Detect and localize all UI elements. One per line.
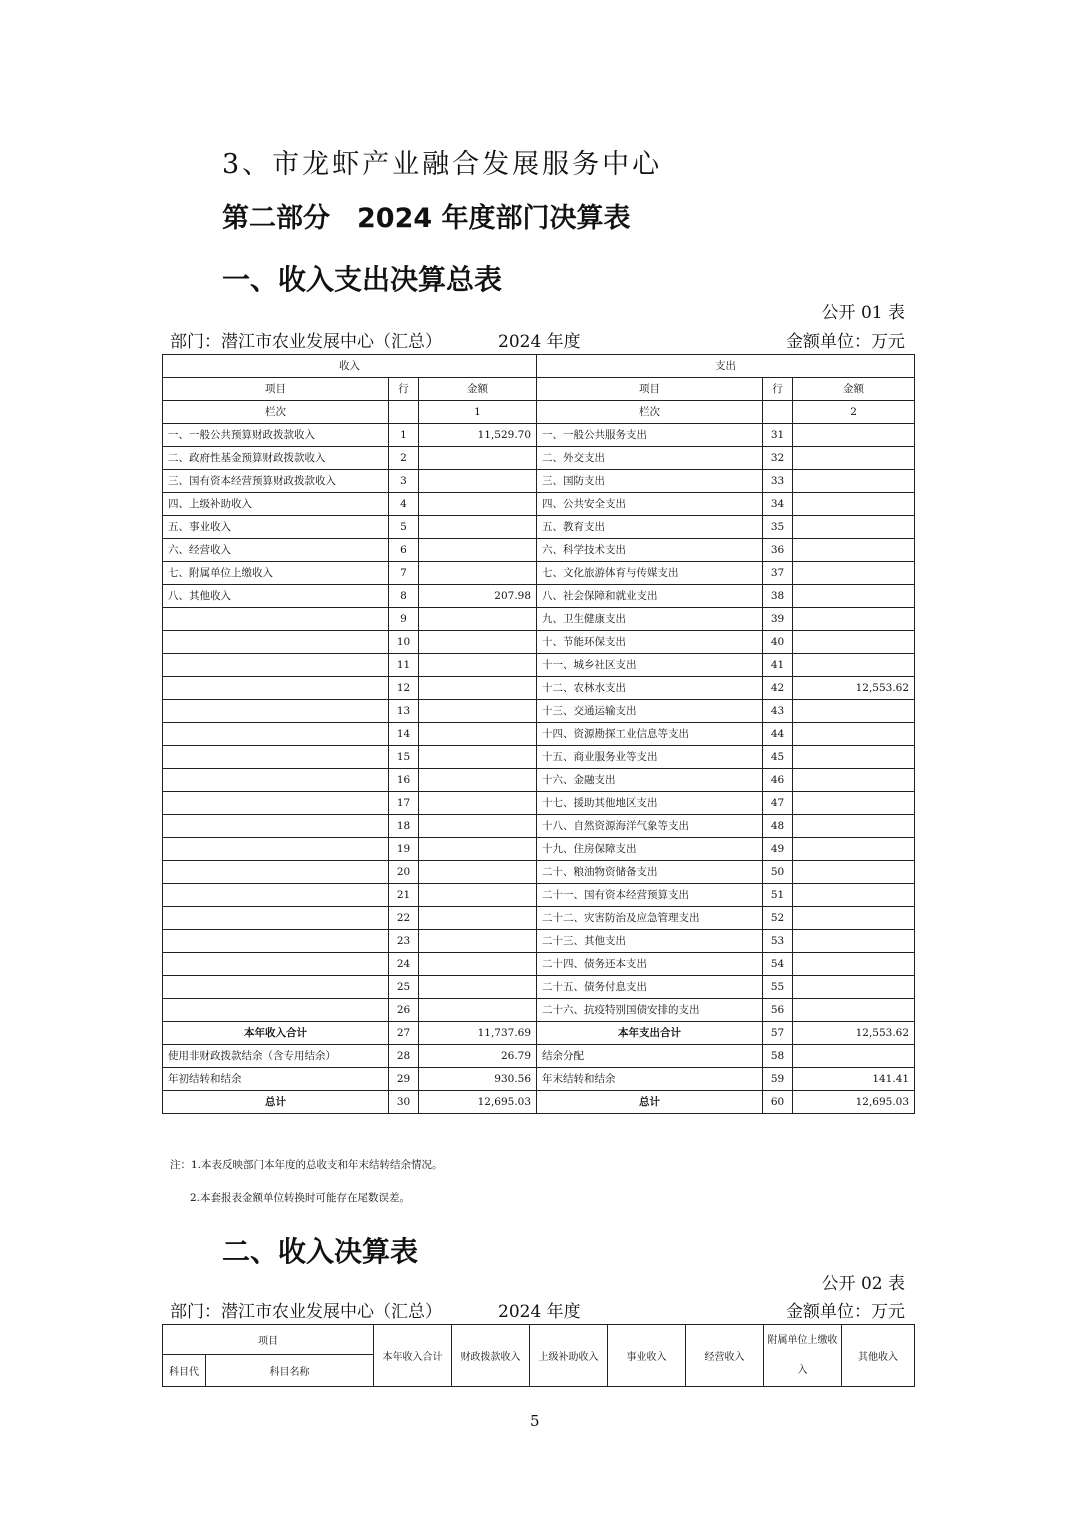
income-amount xyxy=(419,493,537,516)
expense-amount xyxy=(793,516,915,539)
expense-row-number: 52 xyxy=(763,907,793,930)
expense-amount xyxy=(793,654,915,677)
income-item: 使用非财政拨款结余（含专用结余） xyxy=(163,1045,389,1068)
income-amount xyxy=(419,792,537,815)
col-lanci: 栏次 xyxy=(163,401,389,424)
income-amount xyxy=(419,447,537,470)
expense-header: 支出 xyxy=(537,355,915,378)
income-expense-summary-table xyxy=(162,354,915,1114)
income-row-number: 17 xyxy=(389,792,419,815)
income-item xyxy=(163,700,389,723)
expense-item: 六、科学技术支出 xyxy=(537,539,763,562)
table-group-header xyxy=(163,355,915,378)
expense-amount xyxy=(793,930,915,953)
expense-row-number: 49 xyxy=(763,838,793,861)
income-item xyxy=(163,631,389,654)
expense-row-number: 48 xyxy=(763,815,793,838)
col-subject-name: 科目名称 xyxy=(206,1355,374,1387)
income-item xyxy=(163,930,389,953)
income-row-number: 6 xyxy=(389,539,419,562)
table-row xyxy=(163,516,915,539)
expense-row-number: 45 xyxy=(763,746,793,769)
expense-amount: 12,695.03 xyxy=(793,1091,915,1114)
income-item: 三、国有资本经营预算财政拨款收入 xyxy=(163,470,389,493)
income-table-header xyxy=(162,1324,915,1387)
cell-empty xyxy=(389,401,419,424)
expense-row-number: 55 xyxy=(763,976,793,999)
expense-row-number: 39 xyxy=(763,608,793,631)
col-row: 行 xyxy=(389,378,419,401)
col-total-income: 本年收入合计 xyxy=(374,1325,452,1387)
col-amount: 金额 xyxy=(419,378,537,401)
expense-amount xyxy=(793,447,915,470)
col-lanci: 栏次 xyxy=(537,401,763,424)
department-subtitle: 3、市龙虾产业融合发展服务中心 xyxy=(222,149,663,180)
expense-item: 十四、资源勘探工业信息等支出 xyxy=(537,723,763,746)
table-row xyxy=(163,907,915,930)
income-item xyxy=(163,953,389,976)
income-header: 收入 xyxy=(163,355,537,378)
income-row-number: 3 xyxy=(389,470,419,493)
income-amount xyxy=(419,470,537,493)
income-item xyxy=(163,792,389,815)
income-row-number: 26 xyxy=(389,999,419,1022)
income-amount xyxy=(419,838,537,861)
table-row xyxy=(163,631,915,654)
col-fiscal-income: 财政拨款收入 xyxy=(452,1325,530,1387)
expense-row-number: 47 xyxy=(763,792,793,815)
income-amount xyxy=(419,953,537,976)
expense-amount xyxy=(793,907,915,930)
income-item: 总计 xyxy=(163,1091,389,1114)
income-amount xyxy=(419,562,537,585)
income-amount: 12,695.03 xyxy=(419,1091,537,1114)
expense-item: 十、节能环保支出 xyxy=(537,631,763,654)
col-item: 项目 xyxy=(537,378,763,401)
expense-amount xyxy=(793,700,915,723)
income-row-number: 30 xyxy=(389,1091,419,1114)
expense-row-number: 34 xyxy=(763,493,793,516)
expense-amount xyxy=(793,884,915,907)
expense-item: 二十一、国有资本经营预算支出 xyxy=(537,884,763,907)
income-item xyxy=(163,608,389,631)
expense-row-number: 31 xyxy=(763,424,793,447)
expense-amount xyxy=(793,470,915,493)
col-amount: 金额 xyxy=(793,378,915,401)
expense-row-number: 36 xyxy=(763,539,793,562)
expense-amount xyxy=(793,562,915,585)
income-amount xyxy=(419,884,537,907)
table-row xyxy=(163,815,915,838)
expense-item: 二十二、灾害防治及应急管理支出 xyxy=(537,907,763,930)
income-item xyxy=(163,884,389,907)
income-row-number: 19 xyxy=(389,838,419,861)
expense-row-number: 41 xyxy=(763,654,793,677)
table-row xyxy=(163,838,915,861)
table-row xyxy=(163,1045,915,1068)
expense-amount: 12,553.62 xyxy=(793,1022,915,1045)
table-row xyxy=(163,746,915,769)
table-row xyxy=(163,884,915,907)
income-item: 八、其他收入 xyxy=(163,585,389,608)
col-superior-income: 上级补助收入 xyxy=(530,1325,608,1387)
table-row xyxy=(163,493,915,516)
income-item xyxy=(163,677,389,700)
income-row-number: 27 xyxy=(389,1022,419,1045)
col-project: 项目 xyxy=(163,1325,374,1355)
expense-row-number: 60 xyxy=(763,1091,793,1114)
expense-amount xyxy=(793,631,915,654)
expense-row-number: 38 xyxy=(763,585,793,608)
income-item: 一、一般公共预算财政拨款收入 xyxy=(163,424,389,447)
income-row-number: 13 xyxy=(389,700,419,723)
income-item: 六、经营收入 xyxy=(163,539,389,562)
expense-item: 二十四、债务还本支出 xyxy=(537,953,763,976)
expense-amount xyxy=(793,585,915,608)
expense-row-number: 56 xyxy=(763,999,793,1022)
expense-item: 十五、商业服务业等支出 xyxy=(537,746,763,769)
section2-title: 二、收入决算表 xyxy=(222,1235,419,1268)
expense-amount xyxy=(793,493,915,516)
table-row xyxy=(163,608,915,631)
income-row-number: 14 xyxy=(389,723,419,746)
table2-dept: 部门：潜江市农业发展中心（汇总） xyxy=(170,1302,442,1322)
income-item xyxy=(163,999,389,1022)
table-row xyxy=(163,953,915,976)
income-amount xyxy=(419,608,537,631)
expense-item: 十二、农林水支出 xyxy=(537,677,763,700)
income-row-number: 4 xyxy=(389,493,419,516)
income-item xyxy=(163,976,389,999)
income-amount: 11,529.70 xyxy=(419,424,537,447)
income-item xyxy=(163,815,389,838)
page-number: 5 xyxy=(530,1412,540,1430)
table-row xyxy=(163,700,915,723)
table-lanci-row xyxy=(163,401,915,424)
expense-row-number: 42 xyxy=(763,677,793,700)
expense-amount xyxy=(793,608,915,631)
income-amount xyxy=(419,631,537,654)
expense-item: 二十五、债务付息支出 xyxy=(537,976,763,999)
income-row-number: 21 xyxy=(389,884,419,907)
income-item: 本年收入合计 xyxy=(163,1022,389,1045)
expense-item: 本年支出合计 xyxy=(537,1022,763,1045)
expense-item: 四、公共安全支出 xyxy=(537,493,763,516)
table2-number: 公开 02 表 xyxy=(821,1274,905,1294)
table-row xyxy=(163,562,915,585)
expense-item: 二、外交支出 xyxy=(537,447,763,470)
table1-unit: 金额单位：万元 xyxy=(786,332,905,352)
table-row xyxy=(163,1022,915,1045)
income-item xyxy=(163,654,389,677)
income-amount xyxy=(419,769,537,792)
income-amount xyxy=(419,723,537,746)
expense-row-number: 57 xyxy=(763,1022,793,1045)
table-column-header xyxy=(163,378,915,401)
income-amount xyxy=(419,815,537,838)
income-amount: 207.98 xyxy=(419,585,537,608)
income-item xyxy=(163,907,389,930)
income-row-number: 24 xyxy=(389,953,419,976)
income-item: 五、事业收入 xyxy=(163,516,389,539)
expense-item: 结余分配 xyxy=(537,1045,763,1068)
expense-item: 二十六、抗疫特别国债安排的支出 xyxy=(537,999,763,1022)
table-row xyxy=(163,677,915,700)
expense-amount xyxy=(793,746,915,769)
expense-amount xyxy=(793,861,915,884)
table-row xyxy=(163,470,915,493)
income-amount: 11,737.69 xyxy=(419,1022,537,1045)
income-row-number: 10 xyxy=(389,631,419,654)
expense-amount xyxy=(793,999,915,1022)
income-amount xyxy=(419,999,537,1022)
table-row xyxy=(163,539,915,562)
expense-row-number: 43 xyxy=(763,700,793,723)
income-row-number: 20 xyxy=(389,861,419,884)
income-amount xyxy=(419,930,537,953)
income-amount xyxy=(419,677,537,700)
expense-item: 七、文化旅游体育与传媒支出 xyxy=(537,562,763,585)
table-row xyxy=(163,447,915,470)
expense-row-number: 51 xyxy=(763,884,793,907)
income-item: 七、附属单位上缴收入 xyxy=(163,562,389,585)
table-row xyxy=(163,1091,915,1114)
expense-item: 二十三、其他支出 xyxy=(537,930,763,953)
col-business-income: 事业收入 xyxy=(608,1325,686,1387)
expense-row-number: 50 xyxy=(763,861,793,884)
table-row xyxy=(163,769,915,792)
income-item: 年初结转和结余 xyxy=(163,1068,389,1091)
table2-year: 2024 年度 xyxy=(498,1302,581,1322)
expense-item: 十三、交通运输支出 xyxy=(537,700,763,723)
expense-amount xyxy=(793,815,915,838)
col-affiliated-line1: 附属单位上缴收 xyxy=(767,1334,838,1346)
table-row xyxy=(163,1068,915,1091)
table2-unit: 金额单位：万元 xyxy=(786,1302,905,1322)
income-item: 二、政府性基金预算财政拨款收入 xyxy=(163,447,389,470)
col-subject-code: 科目代 xyxy=(163,1355,206,1387)
col-affiliated-income xyxy=(764,1325,842,1387)
income-row-number: 22 xyxy=(389,907,419,930)
col-affiliated-line2: 入 xyxy=(797,1364,808,1376)
expense-amount: 141.41 xyxy=(793,1068,915,1091)
expense-row-number: 32 xyxy=(763,447,793,470)
expense-amount xyxy=(793,792,915,815)
col-other-income: 其他收入 xyxy=(842,1325,915,1387)
income-row-number: 2 xyxy=(389,447,419,470)
table-row xyxy=(163,723,915,746)
note-2: 2.本套报表金额单位转换时可能存在尾数误差。 xyxy=(190,1192,411,1204)
expense-item: 十六、金融支出 xyxy=(537,769,763,792)
income-row-number: 15 xyxy=(389,746,419,769)
table-row xyxy=(163,654,915,677)
part-title: 第二部分 2024 年度部门决算表 xyxy=(222,203,631,234)
table-row xyxy=(163,792,915,815)
table1-number: 公开 01 表 xyxy=(821,303,905,323)
income-row-number: 7 xyxy=(389,562,419,585)
income-row-number: 28 xyxy=(389,1045,419,1068)
table-row xyxy=(163,999,915,1022)
expense-item: 十八、自然资源海洋气象等支出 xyxy=(537,815,763,838)
income-row-number: 16 xyxy=(389,769,419,792)
income-row-number: 25 xyxy=(389,976,419,999)
income-item xyxy=(163,838,389,861)
expense-row-number: 54 xyxy=(763,953,793,976)
expense-row-number: 35 xyxy=(763,516,793,539)
expense-amount xyxy=(793,838,915,861)
cell-empty xyxy=(763,401,793,424)
income-row-number: 18 xyxy=(389,815,419,838)
expense-item: 二十、粮油物资储备支出 xyxy=(537,861,763,884)
income-amount xyxy=(419,654,537,677)
expense-row-number: 58 xyxy=(763,1045,793,1068)
col-item: 项目 xyxy=(163,378,389,401)
table-body xyxy=(163,424,915,1114)
expense-item: 三、国防支出 xyxy=(537,470,763,493)
income-item xyxy=(163,723,389,746)
expense-row-number: 46 xyxy=(763,769,793,792)
income-row-number: 11 xyxy=(389,654,419,677)
expense-item: 年末结转和结余 xyxy=(537,1068,763,1091)
expense-item: 十七、援助其他地区支出 xyxy=(537,792,763,815)
income-item xyxy=(163,861,389,884)
expense-amount: 12,553.62 xyxy=(793,677,915,700)
table-row xyxy=(163,424,915,447)
expense-item: 十一、城乡社区支出 xyxy=(537,654,763,677)
table-row xyxy=(163,930,915,953)
expense-row-number: 40 xyxy=(763,631,793,654)
income-amount xyxy=(419,539,537,562)
expense-amount xyxy=(793,424,915,447)
expense-amount xyxy=(793,976,915,999)
expense-item: 八、社会保障和就业支出 xyxy=(537,585,763,608)
income-row-number: 12 xyxy=(389,677,419,700)
income-amount: 930.56 xyxy=(419,1068,537,1091)
col-row: 行 xyxy=(763,378,793,401)
col-operation-income: 经营收入 xyxy=(686,1325,764,1387)
expense-row-number: 44 xyxy=(763,723,793,746)
income-row-number: 23 xyxy=(389,930,419,953)
section1-title: 一、收入支出决算总表 xyxy=(222,263,503,296)
table-row xyxy=(163,585,915,608)
expense-item: 一、一般公共服务支出 xyxy=(537,424,763,447)
expense-amount xyxy=(793,723,915,746)
income-amount xyxy=(419,861,537,884)
income-item xyxy=(163,769,389,792)
table1-year: 2024 年度 xyxy=(498,332,581,352)
expense-amount xyxy=(793,539,915,562)
expense-item: 九、卫生健康支出 xyxy=(537,608,763,631)
expense-item: 十九、住房保障支出 xyxy=(537,838,763,861)
expense-amount xyxy=(793,769,915,792)
table-row xyxy=(163,976,915,999)
expense-row-number: 37 xyxy=(763,562,793,585)
income-amount xyxy=(419,746,537,769)
income-row-number: 9 xyxy=(389,608,419,631)
table-row xyxy=(163,861,915,884)
income-row-number: 1 xyxy=(389,424,419,447)
col-num: 2 xyxy=(793,401,915,424)
income-amount xyxy=(419,516,537,539)
expense-amount xyxy=(793,1045,915,1068)
income-row-number: 5 xyxy=(389,516,419,539)
col-num: 1 xyxy=(419,401,537,424)
expense-row-number: 53 xyxy=(763,930,793,953)
income-amount: 26.79 xyxy=(419,1045,537,1068)
expense-item: 五、教育支出 xyxy=(537,516,763,539)
income-amount xyxy=(419,700,537,723)
income-row-number: 8 xyxy=(389,585,419,608)
income-row-number: 29 xyxy=(389,1068,419,1091)
note-1: 注：1.本表反映部门本年度的总收支和年末结转结余情况。 xyxy=(170,1159,443,1171)
expense-row-number: 33 xyxy=(763,470,793,493)
income-amount xyxy=(419,976,537,999)
table1-dept: 部门：潜江市农业发展中心（汇总） xyxy=(170,332,442,352)
expense-item: 总计 xyxy=(537,1091,763,1114)
income-item: 四、上级补助收入 xyxy=(163,493,389,516)
income-amount xyxy=(419,907,537,930)
expense-amount xyxy=(793,953,915,976)
income-item xyxy=(163,746,389,769)
expense-row-number: 59 xyxy=(763,1068,793,1091)
